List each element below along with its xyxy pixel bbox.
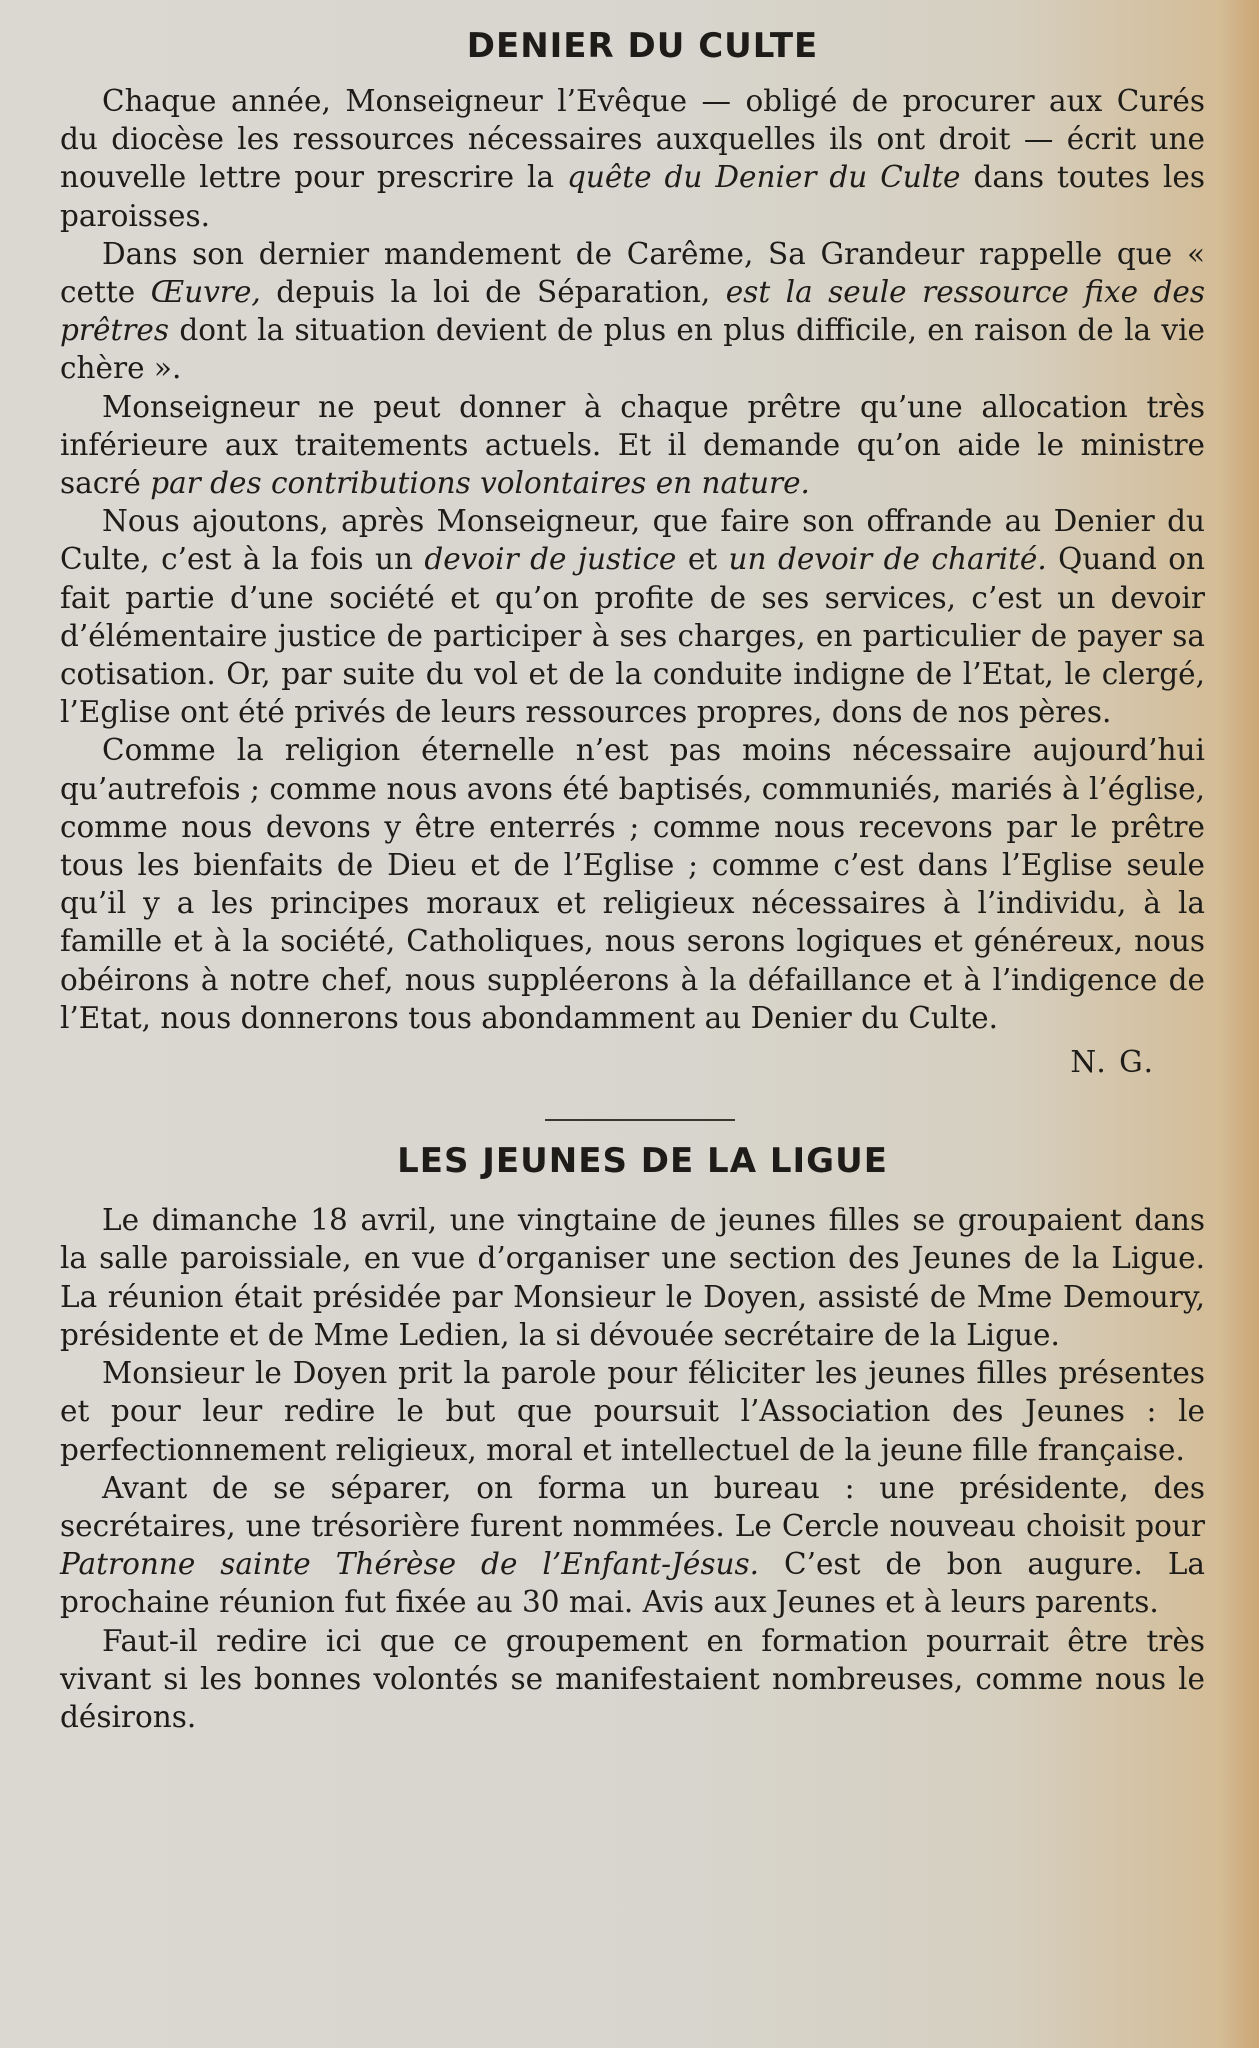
text-run: dont la situation devient de plus en plus difficile, en raison de la vie chère ». xyxy=(60,313,1205,386)
article-jeunes-de-la-ligue xyxy=(60,1141,1205,1736)
article-denier-du-culte xyxy=(60,26,1205,1081)
paragraph xyxy=(60,388,1205,503)
signature: N. G. xyxy=(1070,1045,1155,1080)
text-run: et xyxy=(676,542,729,577)
text-run: Avant de se séparer, on forma un bureau : une présidente, des secrétaires, une trésorière furent nommées. Le Cercle nouveau choisit pour xyxy=(60,1470,1205,1543)
italic-text: Patronne sainte Thérèse de l’Enfant-Jésus. xyxy=(60,1547,760,1582)
text-run: Nous ajoutons, après Monseigneur, que faire son offrande au Denier du Culte, c’est à la fois un xyxy=(60,504,1205,577)
paragraph xyxy=(60,1469,1205,1622)
paragraph: Monsieur le Doyen prit la parole pour féliciter les jeunes filles présentes et pour leur redire le but que poursuit l’Association des Jeunes : le perfectionnement religieux, moral et intellectuel de la jeune fille française. xyxy=(60,1356,1205,1467)
page-edge-shadow xyxy=(1219,0,1259,2048)
article-title: DENIER DU CULTE xyxy=(466,26,819,66)
text-run: dans toutes les paroisses. xyxy=(60,160,1205,233)
paragraph: Faut-il redire ici que ce groupement en formation pourrait être très vivant si les bonnes volontés se manifestaient nombreuses, comme nous le désirons. xyxy=(60,1623,1205,1734)
paragraph xyxy=(60,235,1205,388)
text-run: Chaque année, Monseigneur l’Evêque — obligé de procurer aux Curés du diocèse les ressources nécessaires auxquelles ils ont droit — écrit une nouvelle lettre pour prescrire la xyxy=(60,84,1205,195)
article-title: LES JEUNES DE LA LIGUE xyxy=(397,1141,888,1182)
paragraph xyxy=(60,502,1205,731)
section-divider xyxy=(545,1119,735,1121)
paragraph: Le dimanche 18 avril, une vingtaine de jeunes filles se groupaient dans la salle paroissiale, en vue d’organiser une section des Jeunes de la Ligue. La réunion était présidée par Monsieur le Doyen, assisté de Mme Demoury, présidente et de Mme Ledien, la si dévouée secrétaire de la Ligue. xyxy=(60,1203,1205,1352)
italic-text: devoir de justice xyxy=(424,542,677,577)
italic-text: est la seule ressource fixe des prêtres xyxy=(60,275,1206,348)
text-run: Quand on fait partie d’une société et qu’on profite de ses services, c’est un devoir d’élémentaire justice de participer à ses charges, en particulier de payer sa cotisation. Or, par suite du vol et de la conduite indigne de l’Etat, le clergé, l’Eglise ont été privés de leurs ressources propres, dons de nos pères. xyxy=(60,542,1205,730)
text-run: Monseigneur ne peut donner à chaque prêtre qu’une allocation très inférieure aux traitements actuels. Et il demande qu’on aide le ministre sacré xyxy=(60,389,1205,501)
text-run: C’est de bon augure. La prochaine réunion fut fixée au 30 mai. Avis aux Jeunes et à leurs parents. xyxy=(60,1547,1205,1620)
text-run: Dans son dernier mandement de Carême, Sa Grandeur rappelle que « cette xyxy=(60,236,1205,310)
italic-text: par des contributions volontaires en nature. xyxy=(150,466,810,501)
paragraph: Comme la religion éternelle n’est pas moins nécessaire aujourd’hui qu’autrefois ; comme nous avons été baptisés, communiés, mariés à l’église, comme nous devons y être enterrés ; comme nous recevons par le prêtre tous les bienfaits de Dieu et de l’Eglise ; comme c’est dans l’Eglise seule qu’il y a les principes moraux et religieux nécessaires à l’individu, à la famille et à la société, Catholiques, nous serons logiques et généreux, nous obéirons à notre chef, nous suppléerons à la défaillance et à l’indigence de l’Etat, nous donnerons tous abondamment au Denier du Culte. xyxy=(60,733,1205,1035)
italic-text: Œuvre, xyxy=(150,275,261,310)
paragraph xyxy=(60,82,1205,235)
italic-text: quête du Denier du Culte xyxy=(566,160,961,195)
text-run: depuis la loi de Séparation, xyxy=(260,275,726,310)
italic-text: un devoir de charité. xyxy=(728,542,1047,577)
